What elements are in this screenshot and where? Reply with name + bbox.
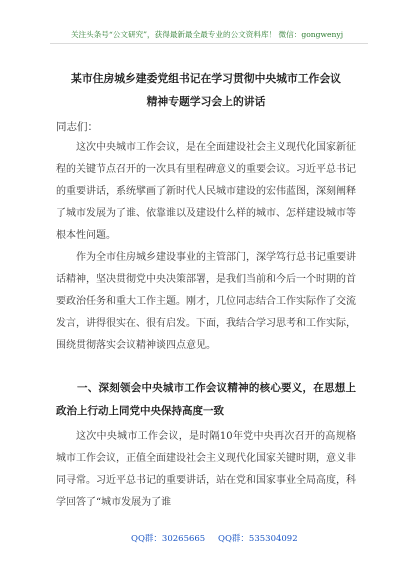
title-line-2: 精神专题学习会上的讲话	[146, 95, 266, 108]
footer-qq-group-1: QQ群：30265665	[131, 534, 206, 544]
paragraph-intro: 这次中央城市工作会议，是在全面建设社会主义现代化国家新征程的关键节点召开的一次具有里程碑意义的重要会议。习近平总书记的重要讲话，系统擘画了新时代人民城市建设的宏伟蓝图，深刻阐释了城市发展为了谁、依靠谁以及建设什么样的城市、怎样建设城市等根本性问题。	[56, 142, 356, 241]
footer-qq-group-2: QQ群：535304092	[218, 534, 298, 544]
header-promo-note: 关注头条号“公文研究”，获得最新最全最专业的公文资料库！ 微信：gongwenyj	[70, 30, 344, 39]
paragraph-section-1: 这次中央城市工作会议，是时隔10年党中央再次召开的高规格城市工作会议，正值全面建设社会主义现代化国家关键时期，意义非同寻常。习近平总书记的重要讲话，站在党和国家事业全局高度，科学回答了“城市发展为了谁	[56, 431, 356, 508]
paragraph-context: 作为全市住房城乡建设事业的主管部门，深学笃行总书记重要讲话精神，坚决贯彻党中央决策部署，是我们当前和今后一个时期的首要政治任务和重大工作主题。刚才，几位同志结合工作实际作了交流发言，讲得很实在、很有启发。下面，我结合学习思考和工作实际，围绕贯彻落实会议精神谈四点意见。	[56, 252, 356, 351]
section-heading-1: 一、深刻领会中央城市工作会议精神的核心要义，在思想上政治上行动上同党中央保持高度一致	[56, 382, 356, 417]
header-divider	[50, 43, 368, 44]
document-title	[56, 67, 356, 113]
salutation: 同志们：	[56, 121, 98, 133]
title-line-1: 某市住房城乡建委党组书记在学习贯彻中央城市工作会议	[71, 72, 341, 85]
